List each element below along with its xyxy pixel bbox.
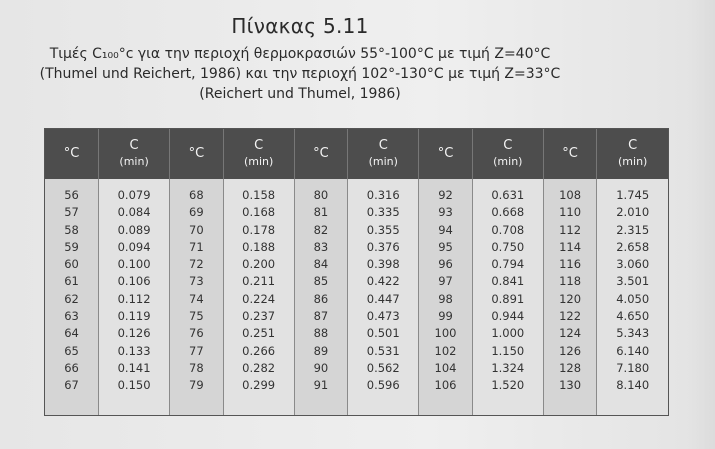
table-title: Πίνακας 5.11: [231, 14, 369, 38]
temperature-cell: 63: [64, 309, 79, 324]
column-header-3: [223, 129, 294, 179]
page-edge-shadow: [685, 0, 715, 449]
temperature-cell: 94: [438, 222, 453, 237]
c-value-cell: 0.708: [491, 222, 525, 237]
c-value-cell: 2.010: [616, 205, 650, 220]
c-value-cell: 0.112: [117, 291, 151, 306]
temperature-cell: 67: [64, 378, 79, 393]
c-value-cell: 0.106: [117, 274, 151, 289]
column-header-1: [99, 129, 170, 179]
temperature-cell: 81: [313, 205, 329, 220]
column-header-9: [597, 129, 668, 179]
temperature-cell: 95: [438, 239, 453, 254]
c-value-cell: 0.168: [242, 205, 276, 220]
caption-line-1: Τιμές C₁₀₀°c για την περιοχή θερμοκρασιών 55°-100°C με τιμή Z=40°C: [49, 46, 551, 62]
temperature-cell: 60: [64, 257, 79, 272]
column-header-label: °C: [437, 146, 454, 161]
c-value-cell: 2.658: [616, 239, 650, 254]
column-header-label: C: [628, 138, 638, 153]
column-header-0: [45, 129, 99, 179]
temperature-cell: 100: [434, 326, 457, 341]
temperature-cell: 128: [559, 360, 582, 375]
c-value-cell: 4.050: [616, 291, 650, 306]
temperature-cell: 91: [313, 378, 329, 393]
temperature-cell: 79: [189, 378, 204, 393]
c-value-cell: 8.140: [616, 378, 650, 393]
temperature-cell: 92: [438, 188, 453, 202]
temperature-cell: 62: [64, 291, 79, 306]
c-value-column: [472, 179, 543, 415]
c-value-cell: 0.200: [242, 257, 276, 272]
c-value-cell: 0.299: [242, 378, 276, 393]
temperature-cell: 116: [559, 257, 582, 272]
temperature-cell: 57: [64, 205, 79, 220]
c-value-cell: 4.650: [616, 309, 650, 324]
c-value-cell: 0.178: [242, 222, 276, 237]
c-value-cell: 0.224: [242, 291, 276, 306]
temperature-cell: 104: [434, 360, 457, 375]
temperature-cell: 69: [189, 205, 204, 220]
temperature-cell: 61: [64, 274, 79, 289]
c-value-cell: 0.079: [117, 188, 151, 202]
temperature-cell: 122: [559, 309, 582, 324]
temperature-cell: 83: [313, 239, 329, 254]
c-value-cell: 1.150: [491, 343, 525, 358]
temperature-cell: 88: [313, 326, 329, 341]
c-value-cell: 0.158: [242, 188, 276, 202]
c-value-cell: 0.119: [117, 309, 151, 324]
temperature-cell: 71: [189, 239, 204, 254]
caption-line-3: (Reichert und Thumel, 1986): [199, 86, 401, 102]
column-header-unit: (min): [368, 155, 398, 168]
c-value-cell: 0.211: [242, 274, 276, 289]
c-value-cell: 0.473: [366, 309, 400, 324]
c-value-cell: 0.237: [242, 309, 276, 324]
c-value-cell: 0.335: [366, 205, 400, 220]
column-header-8: [543, 129, 597, 179]
temperature-cell: 80: [313, 188, 329, 202]
c-value-cell: 0.150: [117, 378, 151, 393]
temperature-cell: 89: [313, 343, 329, 358]
temperature-cell: 98: [438, 291, 453, 306]
column-header-5: [348, 129, 419, 179]
column-header-label: °C: [63, 146, 80, 161]
column-header-7: [472, 129, 543, 179]
temperature-cell: 87: [313, 309, 329, 324]
temperature-cell: 130: [559, 378, 582, 393]
temperature-cell: 64: [64, 326, 79, 341]
temperature-cell: 110: [559, 205, 582, 220]
c-value-cell: 0.398: [366, 257, 400, 272]
temperature-cell: 75: [189, 309, 204, 324]
c-value-cell: 0.944: [491, 309, 525, 324]
c-value-cell: 0.094: [117, 239, 151, 254]
c-value-cell: 0.141: [117, 360, 151, 375]
column-header-label: C: [503, 138, 513, 153]
c-value-column: [597, 179, 668, 415]
c-value-cell: 0.316: [366, 188, 400, 202]
column-header-unit: (min): [119, 155, 149, 168]
c-value-column: [99, 179, 170, 415]
temperature-cell: 97: [438, 274, 453, 289]
c-value-cell: 2.315: [616, 222, 650, 237]
temperature-cell: 82: [313, 222, 329, 237]
temperature-cell: 76: [189, 326, 204, 341]
temperature-cell: 70: [189, 222, 204, 237]
column-header-label: C: [378, 138, 388, 153]
c-value-cell: 0.422: [366, 274, 400, 289]
caption-line-2: (Thumel und Reichert, 1986) και την περιοχή 102°-130°C με τιμή Z=33°C: [39, 66, 561, 82]
c-value-cell: 1.520: [491, 378, 525, 393]
c-value-cell: 0.501: [366, 326, 400, 341]
column-header-6: [419, 129, 473, 179]
temperature-column: [543, 179, 597, 415]
c-value-cell: 0.100: [117, 257, 151, 272]
c-value-cell: 0.668: [491, 205, 525, 220]
c-value-cell: 0.750: [491, 239, 525, 254]
c-value-cell: 0.631: [491, 188, 525, 202]
c-value-cell: 0.251: [242, 326, 276, 341]
temperature-cell: 58: [64, 222, 79, 237]
c-value-cell: 0.376: [366, 239, 400, 254]
c-value-cell: 0.447: [366, 291, 400, 306]
temperature-cell: 72: [189, 257, 204, 272]
c-value-column: [223, 179, 294, 415]
c-value-cell: 0.891: [491, 291, 525, 306]
column-header-unit: (min): [618, 155, 648, 168]
column-header-label: C: [129, 138, 139, 153]
temperature-cell: 102: [434, 343, 457, 358]
c-value-cell: 0.133: [117, 343, 151, 358]
column-header-4: [294, 129, 348, 179]
temperature-cell: 99: [438, 309, 453, 324]
temperature-cell: 120: [559, 291, 582, 306]
temperature-cell: 106: [434, 378, 457, 393]
temperature-column: [45, 179, 99, 415]
table-header-row: [45, 129, 668, 179]
c-value-column: [348, 179, 419, 415]
temperature-cell: 90: [313, 360, 329, 375]
temperature-cell: 68: [189, 188, 204, 202]
c-value-cell: 6.140: [616, 343, 650, 358]
temperature-cell: 108: [559, 188, 582, 202]
temperature-cell: 93: [438, 205, 453, 220]
c-value-cell: 0.355: [366, 222, 400, 237]
temperature-cell: 59: [64, 239, 79, 254]
temperature-column: [170, 179, 224, 415]
data-table: [45, 129, 668, 415]
temperature-cell: 65: [64, 343, 79, 358]
table-body-row: [45, 179, 668, 415]
temperature-cell: 74: [189, 291, 204, 306]
temperature-cell: 73: [189, 274, 204, 289]
c-value-cell: 3.501: [616, 274, 650, 289]
c-value-cell: 0.126: [117, 326, 151, 341]
c-value-cell: 0.266: [242, 343, 276, 358]
c-value-cell: 5.343: [616, 326, 650, 341]
c-value-cell: 0.084: [117, 205, 151, 220]
column-header-label: °C: [188, 146, 205, 161]
column-header-unit: (min): [493, 155, 523, 168]
temperature-cell: 96: [438, 257, 453, 272]
c-value-cell: 0.089: [117, 222, 151, 237]
temperature-cell: 112: [559, 222, 582, 237]
temperature-cell: 78: [189, 360, 204, 375]
column-header-label: C: [254, 138, 264, 153]
c-value-cell: 7.180: [616, 360, 650, 375]
temperature-column: [294, 179, 348, 415]
c-value-cell: 0.596: [366, 378, 400, 393]
table-caption: [0, 14, 600, 104]
temperature-cell: 85: [313, 274, 329, 289]
c-value-cell: 1.000: [491, 326, 525, 341]
temperature-cell: 77: [189, 343, 204, 358]
column-header-unit: (min): [243, 155, 274, 168]
temperature-cell: 84: [313, 257, 329, 272]
c-value-cell: 0.282: [242, 360, 276, 375]
temperature-cell: 124: [559, 326, 582, 341]
temperature-cell: 66: [64, 360, 79, 375]
c-value-cell: 0.562: [366, 360, 400, 375]
temperature-cell: 126: [559, 343, 582, 358]
temperature-cell: 86: [313, 291, 329, 306]
column-header-2: [170, 129, 224, 179]
c-value-cell: 3.060: [616, 257, 650, 272]
temperature-cell: 118: [559, 274, 582, 289]
c-value-cell: 0.531: [366, 343, 400, 358]
c-value-cell: 0.794: [491, 257, 525, 272]
column-header-label: °C: [562, 146, 578, 161]
data-table-container: [44, 128, 669, 416]
temperature-column: [419, 179, 473, 415]
c-value-cell: 0.841: [491, 274, 525, 289]
c-value-cell: 1.324: [491, 360, 525, 375]
c-value-cell: 1.745: [616, 188, 650, 202]
column-header-label: °C: [313, 146, 329, 161]
temperature-cell: 56: [64, 188, 79, 202]
c-value-cell: 0.188: [242, 239, 276, 254]
temperature-cell: 114: [559, 239, 582, 254]
